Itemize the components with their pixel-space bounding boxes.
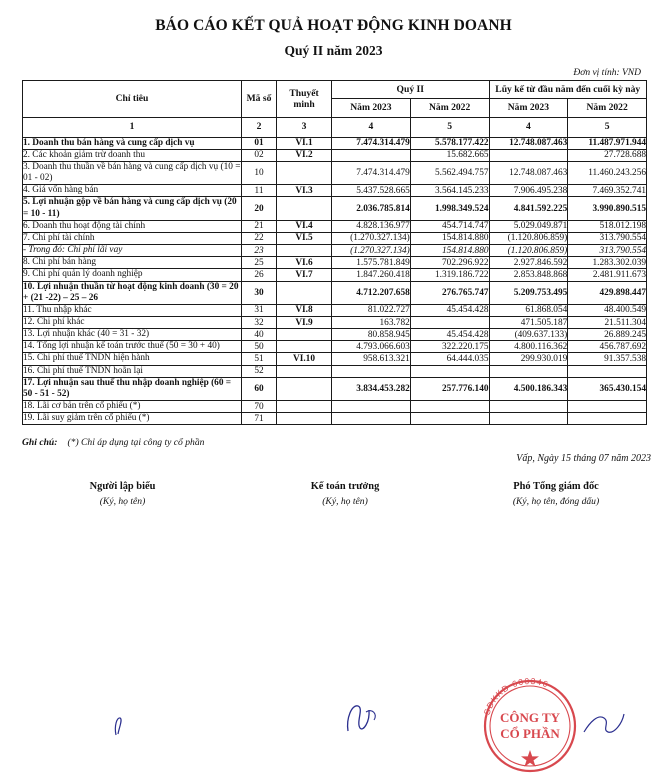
cell-cumulative-2023: (1.120.806.859)	[489, 245, 568, 257]
cell-label: 5. Lợi nhuận gộp về bán hàng và cung cấp dịch vụ (20 = 10 - 11)	[23, 197, 242, 220]
cell-code: 23	[242, 245, 277, 257]
cell-quarter-2022: 5.578.177.422	[410, 137, 489, 149]
cell-cumulative-2023: 7.906.495.238	[489, 185, 568, 197]
cell-note	[277, 377, 332, 400]
table-row	[23, 269, 647, 281]
cell-cumulative-2022: 11.460.243.256	[568, 161, 647, 184]
cell-cumulative-2022: 2.481.911.673	[568, 269, 647, 281]
cell-quarter-2022: 257.776.140	[410, 377, 489, 400]
cell-label: 17. Lợi nhuận sau thuế thu nhập doanh nghiệp (60 = 50 - 51 - 52)	[23, 377, 242, 400]
cell-cumulative-2022: 11.487.971.944	[568, 137, 647, 149]
cell-note: VI.10	[277, 353, 332, 365]
cell-label: 3. Doanh thu thuần về bán hàng và cung cấp dịch vụ (10 = 01 - 02)	[23, 161, 241, 184]
cell-code: 52	[242, 365, 277, 377]
cell-cumulative-2022	[568, 401, 647, 413]
cell-cumulative-2022: 21.511.304	[568, 316, 647, 328]
cell-quarter-2023: (1.270.327.134)	[332, 232, 411, 244]
cell-label: 11. Thu nhập khác	[23, 304, 242, 316]
cell-code: 02	[242, 149, 277, 161]
cell-cumulative-2022: 365.430.154	[568, 377, 647, 400]
th-note: Thuyết minh	[277, 81, 332, 118]
cell-quarter-2023: 81.022.727	[332, 304, 411, 316]
income-statement-table-container	[22, 80, 646, 425]
cell-quarter-2022: 1.998.349.524	[410, 197, 489, 220]
cell-cumulative-2023: 4.800.116.362	[489, 341, 568, 353]
signature-sub-deputy-director: (Ký, họ tên, đóng dấu)	[512, 496, 600, 507]
th-cumulative-2022: Năm 2022	[568, 99, 647, 117]
cell-note	[277, 197, 332, 220]
cell-cumulative-2022: 7.469.352.741	[568, 185, 647, 197]
cell-cumulative-2023: (1.120.806.859)	[489, 232, 568, 244]
table-row	[23, 413, 647, 425]
cell-code: 30	[242, 281, 277, 304]
cell-quarter-2022: 702.296.922	[410, 257, 489, 269]
cell-note: VI.9	[277, 316, 332, 328]
cell-cumulative-2022: 3.990.890.515	[568, 197, 647, 220]
cell-quarter-2022: 45.454.428	[410, 304, 489, 316]
header-row-column-numbers	[23, 117, 647, 137]
cell-quarter-2023: 7.474.314.479	[332, 137, 411, 149]
table-row	[23, 220, 647, 232]
cell-quarter-2023	[332, 413, 411, 425]
cell-cumulative-2023: 61.868.054	[489, 304, 568, 316]
cell-cumulative-2022: 26.889.245	[568, 329, 647, 341]
company-round-stamp	[470, 664, 590, 784]
cell-quarter-2023: 1.847.260.418	[332, 269, 411, 281]
income-statement-table	[22, 80, 647, 425]
colnum-5b: 5	[568, 117, 647, 137]
th-quarter-2023: Năm 2023	[332, 99, 411, 117]
cell-quarter-2023	[332, 149, 411, 161]
table-row	[23, 377, 647, 400]
cell-quarter-2023: 4.828.136.977	[332, 220, 411, 232]
cell-cumulative-2022: 456.787.692	[568, 341, 647, 353]
table-row	[23, 161, 647, 184]
cell-quarter-2023	[332, 365, 411, 377]
table-row	[23, 257, 647, 269]
cell-code: 40	[242, 329, 277, 341]
cell-code: 60	[242, 377, 277, 400]
table-row	[23, 329, 647, 341]
page-title: BÁO CÁO KẾT QUẢ HOẠT ĐỘNG KINH DOANH	[155, 17, 512, 34]
cell-quarter-2022	[410, 316, 489, 328]
cell-cumulative-2023: (409.637.133)	[489, 329, 568, 341]
cell-cumulative-2023: 5.209.753.495	[489, 281, 568, 304]
cell-quarter-2022: 322.220.175	[410, 341, 489, 353]
cell-quarter-2023: 5.437.528.665	[332, 185, 411, 197]
cell-label: 1. Doanh thu bán hàng và cung cấp dịch vụ	[23, 137, 242, 149]
cell-label: 13. Lợi nhuận khác (40 = 31 - 32)	[23, 329, 242, 341]
colnum-3: 3	[277, 117, 332, 137]
cell-quarter-2022: 5.562.494.757	[410, 161, 489, 184]
cell-cumulative-2023: 12.748.087.463	[489, 137, 568, 149]
cell-cumulative-2023: 2.927.846.592	[489, 257, 568, 269]
cell-quarter-2023: (1.270.327.134)	[332, 245, 411, 257]
cell-cumulative-2022	[568, 365, 647, 377]
footnote	[22, 437, 622, 448]
cell-quarter-2023: 2.036.785.814	[332, 197, 411, 220]
cell-quarter-2022: 45.454.428	[410, 329, 489, 341]
cell-label: 15. Chi phí thuế TNDN hiện hành	[23, 353, 242, 365]
cell-note: VI.8	[277, 304, 332, 316]
cell-quarter-2023: 4.793.066.603	[332, 341, 411, 353]
cell-label: 6. Doanh thu hoạt động tài chính	[23, 220, 242, 232]
cell-note	[277, 401, 332, 413]
cell-label: 18. Lãi cơ bản trên cổ phiếu (*)	[23, 401, 242, 413]
cell-code: 11	[242, 185, 277, 197]
cell-label: 4. Giá vốn hàng bán	[23, 185, 242, 197]
signature-area	[0, 453, 667, 507]
colnum-1: 1	[23, 117, 242, 137]
cell-note	[277, 161, 332, 184]
table-row	[23, 281, 647, 304]
cell-quarter-2023: 3.834.453.282	[332, 377, 411, 400]
cell-note: VI.5	[277, 232, 332, 244]
cell-label: 8. Chi phí bán hàng	[23, 257, 242, 269]
table-row	[23, 316, 647, 328]
cell-code: 01	[242, 137, 277, 149]
signature-sub-chief-accountant: (Ký, họ tên)	[322, 496, 368, 507]
signature-scribble-deputy-director	[580, 708, 630, 734]
cell-cumulative-2022	[568, 413, 647, 425]
cell-quarter-2022: 454.714.747	[410, 220, 489, 232]
cell-code: 20	[242, 197, 277, 220]
svg-text:SĐKKD 600346: SĐKKD 600346	[481, 675, 551, 717]
svg-text:CÔNG TY: CÔNG TY	[499, 710, 561, 725]
table-row	[23, 353, 647, 365]
cell-quarter-2022: 1.319.186.722	[410, 269, 489, 281]
cell-code: 22	[242, 232, 277, 244]
footnote-label: Ghi chú:	[22, 437, 58, 448]
colnum-4b: 4	[489, 117, 568, 137]
cell-quarter-2023: 163.782	[332, 316, 411, 328]
cell-code: 10	[242, 161, 277, 184]
cell-quarter-2022: 3.564.145.233	[410, 185, 489, 197]
table-row	[23, 401, 647, 413]
cell-note: VI.1	[277, 137, 332, 149]
footnote-text: (*) Chỉ áp dụng tại công ty cổ phần	[67, 437, 205, 448]
th-group-quarter: Quý II	[332, 81, 490, 99]
cell-cumulative-2023: 299.930.019	[489, 353, 568, 365]
cell-quarter-2022	[410, 365, 489, 377]
cell-quarter-2022	[410, 413, 489, 425]
cell-label: 10. Lợi nhuận thuần từ hoạt động kinh doanh (30 = 20 + (21 -22) – 25 – 26	[23, 281, 242, 304]
table-row	[23, 185, 647, 197]
signature-scribble-preparer	[108, 714, 148, 736]
cell-cumulative-2022: 48.400.549	[568, 304, 647, 316]
cell-cumulative-2022: 429.898.447	[568, 281, 647, 304]
cell-quarter-2023: 1.575.781.849	[332, 257, 411, 269]
cell-note	[277, 341, 332, 353]
signature-block-deputy-director	[445, 481, 667, 507]
cell-label: 9. Chi phí quản lý doanh nghiệp	[23, 269, 242, 281]
cell-code: 25	[242, 257, 277, 269]
cell-code: 51	[242, 353, 277, 365]
cell-note: VI.4	[277, 220, 332, 232]
table-row	[23, 197, 647, 220]
cell-cumulative-2023: 4.500.186.343	[489, 377, 568, 400]
cell-quarter-2023: 80.858.945	[332, 329, 411, 341]
cell-quarter-2023: 7.474.314.479	[332, 161, 411, 184]
signature-title-preparer: Người lập biểu	[89, 481, 156, 492]
cell-cumulative-2023	[489, 401, 568, 413]
signature-title-deputy-director: Phó Tổng giám đốc	[513, 481, 599, 492]
table-row	[23, 365, 647, 377]
cell-note: VI.3	[277, 185, 332, 197]
table-row	[23, 137, 647, 149]
cell-cumulative-2023: 12.748.087.463	[489, 161, 568, 184]
cell-note: VI.2	[277, 149, 332, 161]
cell-cumulative-2022: 313.790.554	[568, 232, 647, 244]
cell-code: 26	[242, 269, 277, 281]
place-and-date: Vấp, Ngày 15 tháng 07 năm 2023	[516, 453, 651, 464]
cell-cumulative-2023	[489, 149, 568, 161]
cell-cumulative-2022: 91.357.538	[568, 353, 647, 365]
table-body	[23, 137, 647, 425]
signature-title-chief-accountant: Kế toán trưởng	[310, 481, 380, 492]
cell-note	[277, 413, 332, 425]
svg-text:CỔ PHẦN: CỔ PHẦN	[500, 726, 560, 741]
cell-quarter-2022	[410, 401, 489, 413]
cell-quarter-2023: 4.712.207.658	[332, 281, 411, 304]
cell-code: 31	[242, 304, 277, 316]
cell-note	[277, 329, 332, 341]
cell-quarter-2022: 276.765.747	[410, 281, 489, 304]
currency-unit-note: Đơn vị tính: VND	[573, 68, 641, 78]
table-row	[23, 232, 647, 244]
cell-quarter-2022: 154.814.880	[410, 232, 489, 244]
cell-note	[277, 365, 332, 377]
cell-label: 2. Các khoản giảm trừ doanh thu	[23, 149, 242, 161]
cell-cumulative-2023: 5.029.049.871	[489, 220, 568, 232]
table-row	[23, 341, 647, 353]
cell-note	[277, 245, 332, 257]
table-row	[23, 304, 647, 316]
cell-code: 50	[242, 341, 277, 353]
cell-quarter-2022: 154.814.880	[410, 245, 489, 257]
cell-code: 21	[242, 220, 277, 232]
cell-label: 16. Chi phí thuế TNDN hoãn lại	[23, 365, 242, 377]
signature-scribble-chief-accountant	[336, 700, 392, 732]
signature-sub-preparer: (Ký, họ tên)	[99, 496, 146, 507]
cell-cumulative-2023	[489, 413, 568, 425]
cell-code: 32	[242, 316, 277, 328]
signature-block-chief-accountant	[245, 481, 445, 507]
cell-quarter-2023	[332, 401, 411, 413]
cell-cumulative-2022: 518.012.198	[568, 220, 647, 232]
cell-label: 14. Tổng lợi nhuận kế toán trước thuế (50 = 30 + 40)	[23, 341, 242, 353]
th-quarter-2022: Năm 2022	[410, 99, 489, 117]
page-subtitle: Quý II năm 2023	[284, 43, 383, 58]
th-code: Mã số	[242, 81, 277, 118]
cell-code: 71	[242, 413, 277, 425]
th-cumulative-2023: Năm 2023	[489, 99, 568, 117]
table-header	[23, 81, 647, 138]
cell-code: 70	[242, 401, 277, 413]
cell-label: 19. Lãi suy giảm trên cổ phiếu (*)	[23, 413, 242, 425]
table-row	[23, 149, 647, 161]
cell-note	[277, 281, 332, 304]
cell-cumulative-2022: 313.790.554	[568, 245, 647, 257]
cell-cumulative-2022: 1.283.302.039	[568, 257, 647, 269]
cell-label: 7. Chi phí tài chính	[23, 232, 242, 244]
th-group-cumulative: Lũy kế từ đầu năm đến cuối kỳ này	[489, 81, 647, 99]
faint-header-text	[0, 0, 667, 12]
colnum-4a: 4	[332, 117, 411, 137]
cell-label: 12. Chi phí khác	[23, 316, 242, 328]
table-row	[23, 245, 647, 257]
th-label: Chỉ tiêu	[23, 81, 242, 118]
cell-label: - Trong đó: Chi phí lãi vay	[23, 245, 242, 257]
cell-cumulative-2023: 2.853.848.868	[489, 269, 568, 281]
cell-note: VI.6	[277, 257, 332, 269]
header-row-main	[23, 81, 647, 99]
signature-block-preparer	[0, 481, 245, 507]
cell-quarter-2022: 15.682.665	[410, 149, 489, 161]
colnum-2: 2	[242, 117, 277, 137]
cell-cumulative-2023: 471.505.187	[489, 316, 568, 328]
cell-cumulative-2022: 27.728.688	[568, 149, 647, 161]
cell-cumulative-2023: 4.841.592.225	[489, 197, 568, 220]
cell-quarter-2023: 958.613.321	[332, 353, 411, 365]
cell-note: VI.7	[277, 269, 332, 281]
colnum-5a: 5	[410, 117, 489, 137]
cell-quarter-2022: 64.444.035	[410, 353, 489, 365]
cell-cumulative-2023	[489, 365, 568, 377]
